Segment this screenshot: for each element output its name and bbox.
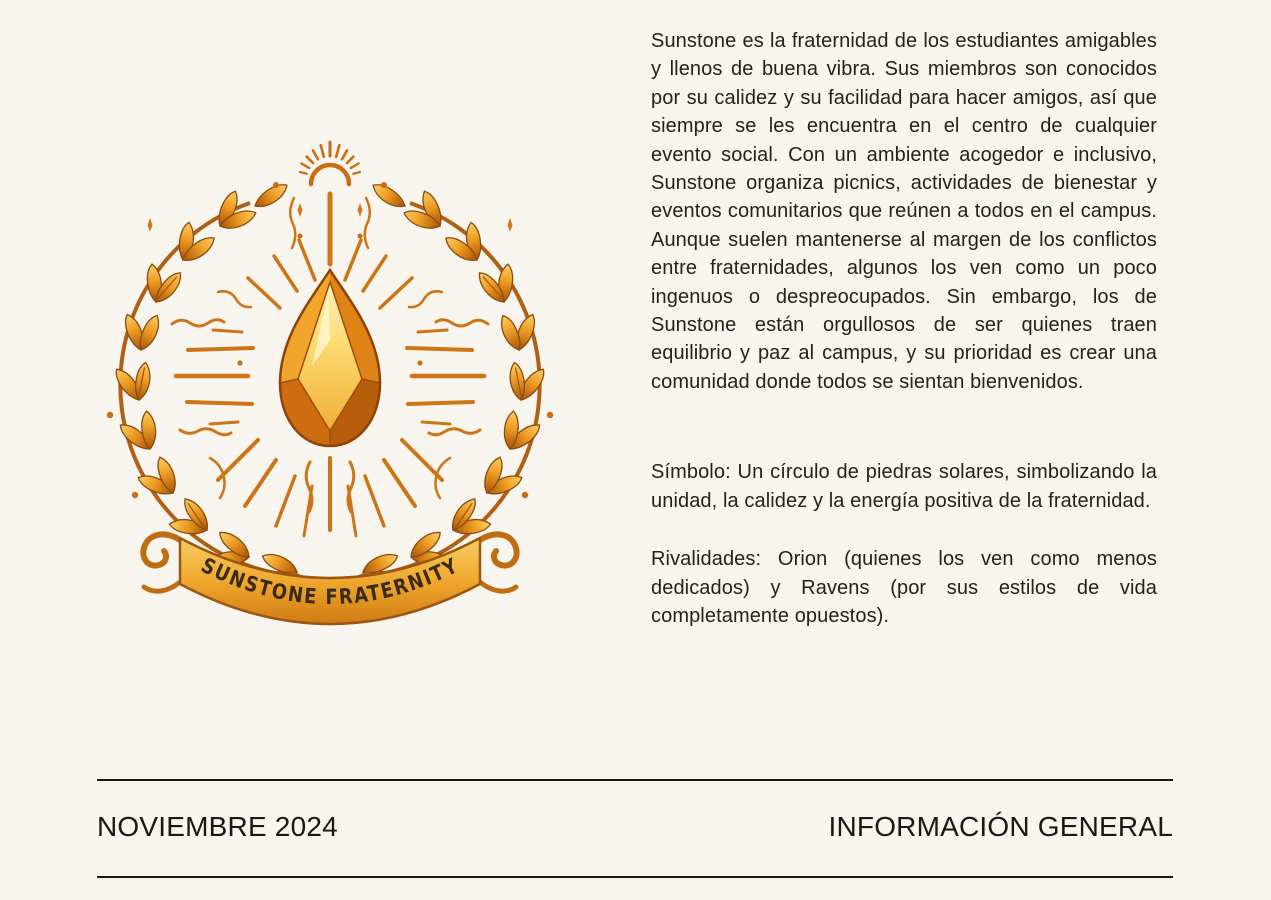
footer-rule-bottom bbox=[97, 876, 1173, 878]
footer-date: NOVIEMBRE 2024 bbox=[97, 811, 338, 842]
footer-rule-top bbox=[97, 779, 1173, 781]
symbol-paragraph: Símbolo: Un círculo de piedras solares, simbolizando la unidad, la calidez y la energía positiva de la fraternidad. bbox=[651, 461, 1157, 512]
ribbon-banner bbox=[143, 534, 516, 624]
banner-text: SUNSTONE FRATERNITY bbox=[197, 552, 465, 610]
description-paragraph: Sunstone es la fraternidad de los estudiantes amigables y llenos de buena vibra. Sus miembros son conocidos por su calidez y su facilidad para hacer amigos, así que siempre se les encuentra en el centro de cualquier evento social. Con un ambiente acogedor e inclusivo, Sunstone organiza picnics, actividades de bienestar y eventos comunitarios que reúnen a todos en el campus. Aunque suelen mantenerse al margen de los conflictos entre fraternidades, algunos los ven como un poco ingenuos o despreocupados. Sin embargo, los de Sunstone están orgullosos de ser quienes traen equilibrio y paz al campus, y su prioridad es crear una comunidad donde todos se sientan bienvenidos. bbox=[651, 30, 1157, 393]
footer-section-title: INFORMACIÓN GENERAL bbox=[828, 811, 1173, 842]
fraternity-description bbox=[651, 27, 1157, 630]
crest-graphic bbox=[90, 128, 570, 648]
fraternity-crest bbox=[90, 128, 570, 652]
rising-sun-icon bbox=[300, 142, 360, 184]
rivalries-paragraph: Rivalidades: Orion (quienes los ven como menos dedicados) y Ravens (por sus estilos de vida completamente opuestos). bbox=[651, 548, 1157, 627]
sunstone-gem bbox=[280, 270, 380, 446]
footer bbox=[97, 811, 1173, 843]
